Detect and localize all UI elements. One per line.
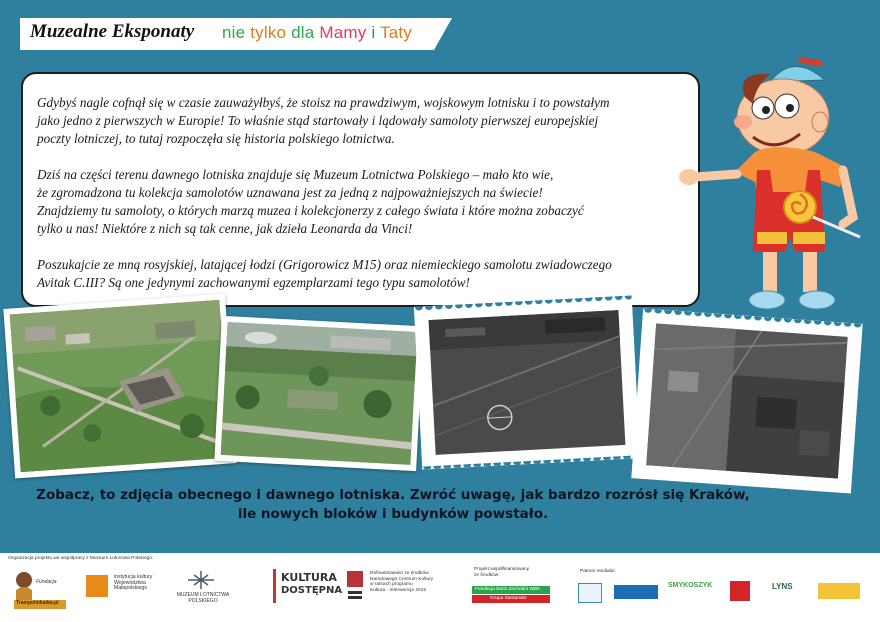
- patron-logo-abc: [578, 583, 602, 603]
- title-banner: [20, 18, 452, 50]
- title-sub-word: dla: [291, 23, 315, 42]
- cartoon-boy-illustration: [675, 42, 875, 322]
- photo-modern-airfield-2: [214, 316, 423, 471]
- caption-line: Zobacz, to zdjęcia obecnego i dawnego lotniska. Zwróć uwagę, jak bardzo rozrósł się Kraków,: [36, 487, 750, 503]
- patron-smyk: SMYKOSZYK: [668, 582, 713, 589]
- speech-bubble: [21, 72, 700, 307]
- title-sub-word: i: [371, 23, 376, 42]
- fundacja-label: Fundacja: [36, 579, 57, 585]
- speech-paragraph: Dziś na części terenu dawnego lotniska znajduje się Muzeum Lotnictwa Polskiego – mało kto wie, że zgromadzona tu kolekcja samolotów uznawana jest za jedną z najpoważniejszych na świecie! Znajdziemy tu samoloty, o których marzą muzea i kolekcjonerzy z całego świata i które można zobaczyć tylko u nas! Niektóre z nich są tak cenne, jak dzieła Leonarda da Vinci!: [37, 167, 584, 236]
- instytucja-label: instytucja kultury Województwa Małopolskiego: [114, 574, 153, 592]
- funding-note: Dofinansowano ze środków Narodowego Centrum Kultury w ramach programu Kultura - Interwencje 2015: [370, 571, 434, 593]
- kultura-line-2: DOSTĘPNA: [281, 585, 343, 596]
- kultura-dostepna-logo: [273, 569, 343, 603]
- bank-logo-top: [472, 586, 550, 594]
- title-subtitle: [222, 23, 412, 43]
- muzeum-plane-logo: [186, 569, 216, 591]
- speech-paragraph: Gdybyś nagle cofnął się w czasie zauważyłbyś, że stoisz na prawdziwym, wojskowym lotnisku i to powstałym jako jedno z pierwszych w Europie! To właśnie stąd startowały i lądowały samoloty pierwszej europejskiej poczty lotniczej, to tutaj rozpoczęła się historia polskiego lotnictwa.: [37, 95, 610, 146]
- title-main: Muzealne Eksponaty: [30, 21, 195, 42]
- kultura-line-1: KULTURA: [281, 571, 337, 584]
- title-sub-word: nie: [222, 23, 246, 42]
- bank-logo-bottom: [472, 595, 550, 603]
- malopolska-logo: [86, 575, 108, 597]
- fundacja-name: Trampolinkatka.pl: [16, 600, 59, 606]
- patron-logo-red: [730, 581, 750, 601]
- patron-logo-2: [614, 585, 658, 599]
- title-sub-word: Mamy: [319, 23, 367, 42]
- caption-line: ile nowych bloków i budynków powstało.: [237, 506, 549, 522]
- photo-historic-airfield-1: [414, 295, 640, 469]
- title-sub-word: Taty: [380, 23, 412, 42]
- photos-caption: [0, 486, 786, 524]
- bank-label-1: Fundacja Bank Zachodni WBK: [475, 587, 541, 592]
- speech-paragraph: Poszukajcie ze mną rosyjskiej, latającej łodzi (Grigorowicz M15) oraz niemieckiego samolotu zwiadowczego Avitak C.III? Są one jedynymi zachowanymi egzemplarzami tego typu samolotów!: [37, 257, 612, 290]
- photo-historic-airfield-2: [631, 309, 862, 494]
- fundacja-logo: [10, 566, 70, 612]
- patron-logo-yellow: [818, 583, 860, 599]
- footer-logos: [0, 553, 880, 622]
- bank-label-2: Grupa Santander: [490, 596, 527, 601]
- muzeum-label: MUZEUM LOTNICTWA POLSKIEGO: [176, 592, 230, 604]
- patron-lyns: LYNS: [772, 582, 793, 591]
- nck-logo: [346, 569, 364, 603]
- patrons-label: Patroni medialni:: [580, 569, 616, 574]
- photo-modern-airfield-1: [3, 293, 236, 478]
- project-label: Projekt współfinansowany ze środków:: [474, 567, 530, 578]
- organizer-label: Organizacja projektu we współpracy z Muzeum Lotnictwa Polskiego:: [8, 556, 154, 561]
- title-sub-word: tylko: [250, 23, 287, 42]
